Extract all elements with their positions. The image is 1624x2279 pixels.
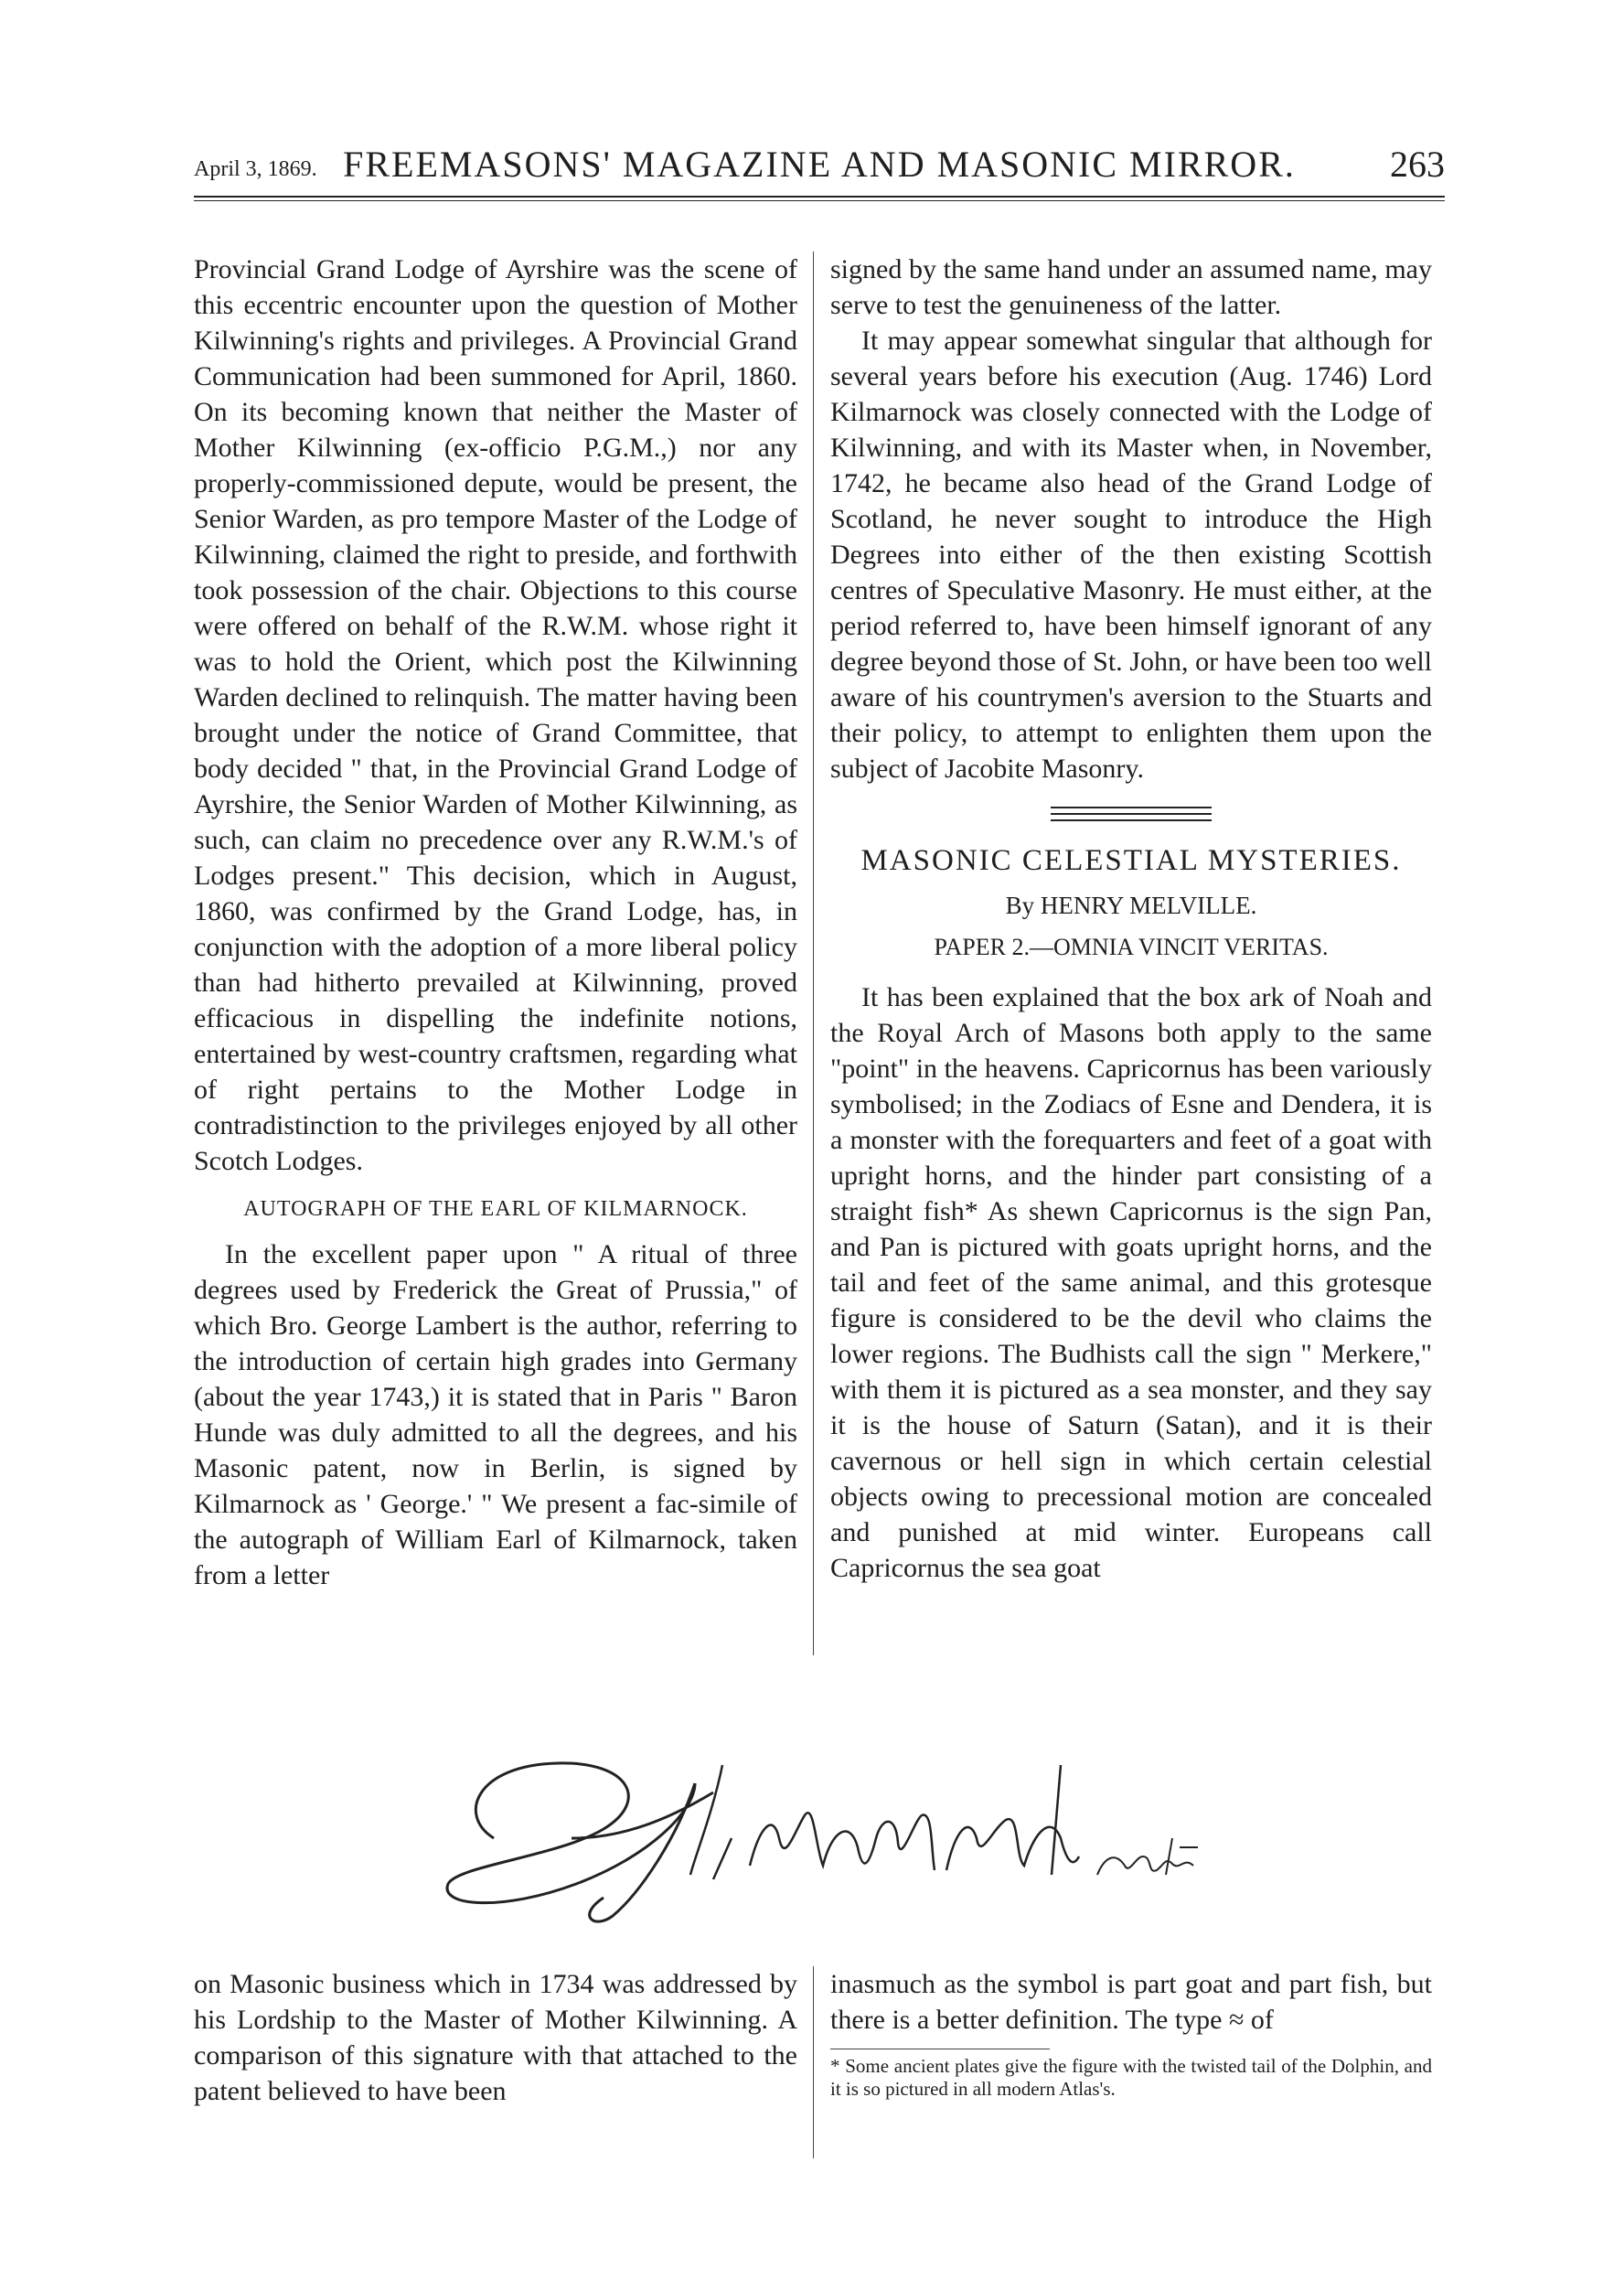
- column-right: [830, 251, 1432, 1586]
- article-paper-line: PAPER 2.—OMNIA VINCIT VERITAS.: [934, 934, 1329, 960]
- paragraph: Provincial Grand Lodge of Ayrshire was the scene of this eccentric encounter upon the question of Mother Kilwinning's rights and privileges. A Provincial Grand Communication had been summoned for April, 1860. On its becoming known that neither the Master of Mother Kilwinning (ex-officio P.G.M.,) nor any properly-commissioned depute, would be present, the Senior Warden, as pro tempore Master of the Lodge of Kilwinning, claimed the right to preside, and forthwith took possession of the chair. Objections to this course were offered on behalf of the R.W.M. whose right it was to hold the Orient, which post the Kilwinning Warden declined to relinquish. The matter having been brought under the notice of Grand Committee, that body decided " that, in the Provincial Grand Lodge of Ayrshire, the Senior Warden of Mother Kilwinning, as such, can claim no precedence over any R.W.M.'s of Lodges present." This decision, which in August, 1860, was confirmed by the Grand Lodge, has, in conjunction with the adoption of a more liberal policy than had hitherto prevailed at Kilwinning, proved efficacious in dispelling the indefinite notions, entertained by west-country craftsmen, regarding what of right pertains to the Mother Lodge in contradistinction to the privileges enjoyed by all other Scotch Lodges.: [194, 254, 797, 1176]
- kilmarnock-signature: [421, 1728, 1244, 1939]
- paragraph: inasmuch as the symbol is part goat and part fish, but there is a better definition. The type ≈ of: [830, 1969, 1432, 2035]
- paragraph: signed by the same hand under an assumed name, may serve to test the genuineness of the latter.: [830, 254, 1432, 320]
- article-title: MASONIC CELESTIAL MYSTERIES.: [860, 844, 1402, 877]
- column-divider: [813, 1966, 814, 2158]
- masthead-title: FREEMASONS' MAGAZINE AND MASONIC MIRROR.: [343, 144, 1296, 185]
- column-right-lower: [830, 1966, 1432, 2101]
- column-left-lower: [194, 1966, 797, 2109]
- column-left: [194, 251, 797, 1593]
- section-subheading: AUTOGRAPH OF THE EARL OF KILMARNOCK.: [243, 1197, 748, 1221]
- paragraph: In the excellent paper upon " A ritual of three degrees used by Frederick the Great of Prussia," of which Bro. George Lambert is the author, referring to the introduction of certain high grades into Germany (about the year 1743,) it is stated that in Paris " Baron Hunde was duly admitted to all the degrees, and his Masonic patent, now in Berlin, is signed by Kilmarnock as ' George.' " We present a fac-simile of the autograph of William Earl of Kilmarnock, taken from a letter: [194, 1239, 797, 1590]
- page-number: 263: [1390, 144, 1445, 185]
- article-byline: By HENRY MELVILLE.: [1005, 892, 1257, 919]
- issue-date: April 3, 1869.: [194, 157, 317, 181]
- paragraph: It has been explained that the box ark of Noah and the Royal Arch of Masons both apply to the same "point" in the heavens. Capricornus has been variously symbolised; in the Zodiacs of Esne and Dendera, it is a monster with the forequarters and feet of a goat with upright horns, and the hinder part consisting of a straight fish* As shewn Capricornus is the sign Pan, and Pan is pictured with goats upright horns, and the tail and feet of the same animal, and this grotesque figure is considered to be the devil who claims the lower regions. The Budhists call the sign " Merkere," with them it is pictured as a sea monster, and they say it is the house of Saturn (Satan), and it is their cavernous or hell sign in which certain celestial objects owing to precessional motion are concealed and punished at mid winter. Europeans call Capricornus the sea goat: [830, 982, 1432, 1583]
- paragraph: on Masonic business which in 1734 was addressed by his Lordship to the Master of Mother Kilwinning. A comparison of this signature with that attached to the patent believed to have been: [194, 1969, 797, 2106]
- section-divider: [1051, 807, 1212, 825]
- page-header: [194, 137, 1445, 187]
- footnote: * Some ancient plates give the figure with the twisted tail of the Dolphin, and it is so pictured in all modern Atlas's.: [830, 2055, 1432, 2100]
- header-rule-thin: [194, 200, 1445, 201]
- header-rule: [194, 196, 1445, 198]
- paragraph: It may appear somewhat singular that although for several years before his execution (Aug. 1746) Lord Kilmarnock was closely connected with the Lodge of Kilwinning, and with its Master when, in November, 1742, he became also head of the Grand Lodge of Scotland, he never sought to introduce the High Degrees into either of the then existing Scottish centres of Speculative Masonry. He must either, at the period referred to, have been himself ignorant of any degree beyond those of St. John, or have been too well aware of his countrymen's aversion to the Stuarts and their policy, to attempt to enlighten them upon the subject of Jacobite Masonry.: [830, 326, 1432, 784]
- column-divider: [813, 251, 814, 1655]
